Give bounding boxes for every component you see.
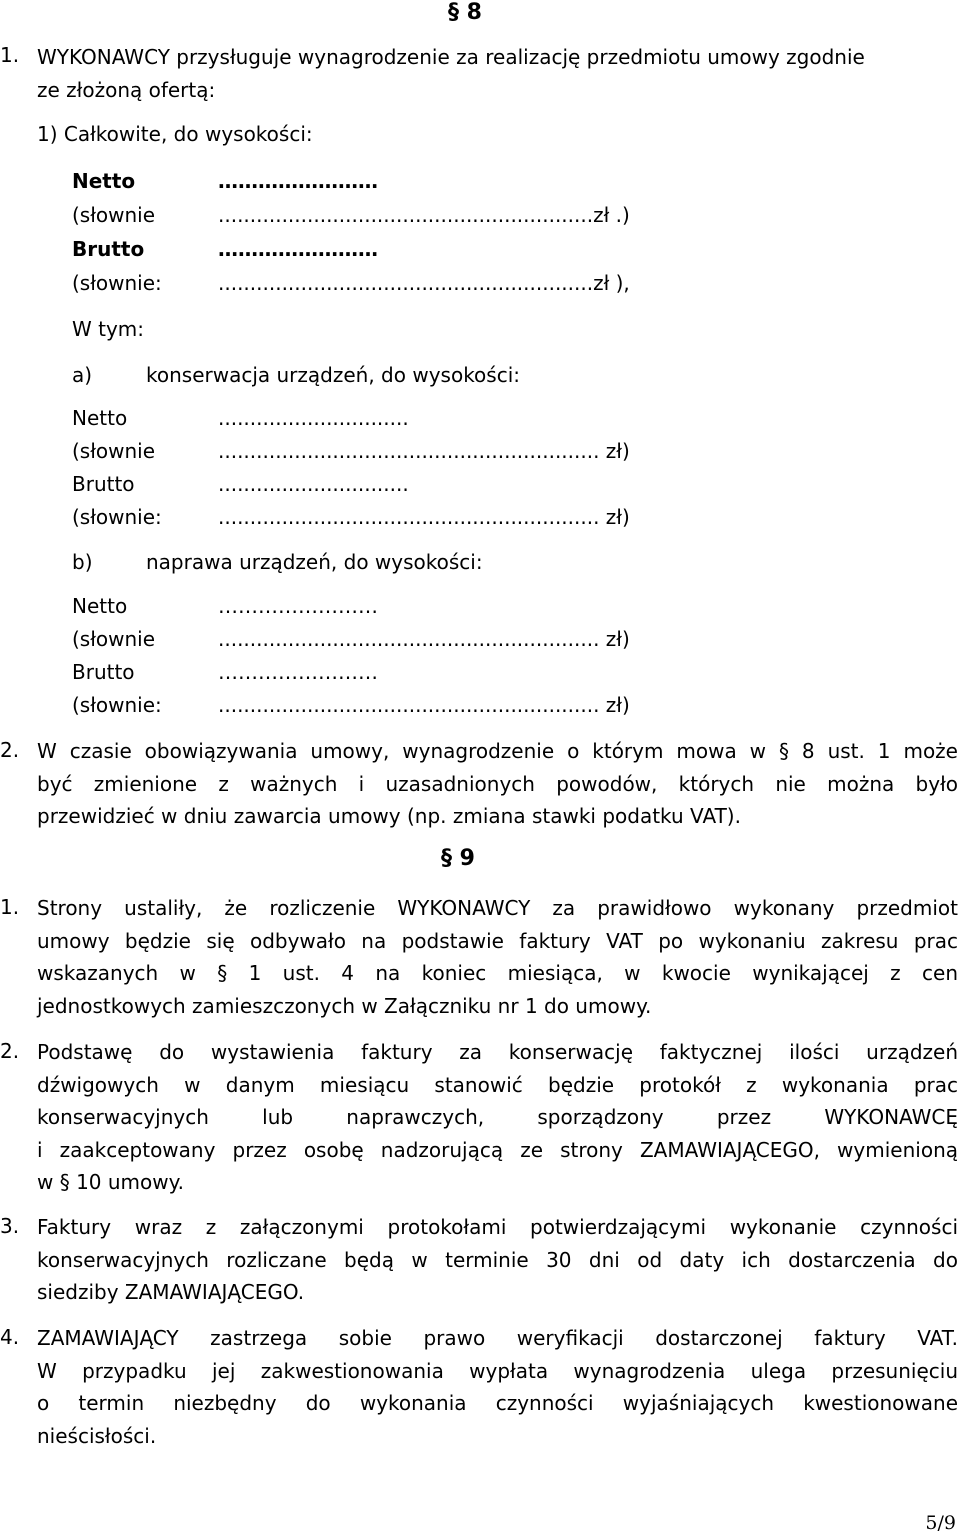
b-slownie2-value: ............................................................ zł): [218, 693, 630, 717]
b-brutto-label: Brutto: [72, 660, 135, 684]
section-9-point-2-text: [37, 1036, 958, 1199]
section-9-point-4-number: 4.: [0, 1325, 20, 1349]
text-line: siedziby ZAMAWIAJĄCEGO.: [37, 1280, 305, 1304]
b-slownie-value: ............................................................ zł): [218, 627, 630, 651]
a-slownie-value: ............................................................ zł): [218, 439, 630, 463]
total-netto-value: ……………………: [218, 169, 378, 193]
section-9-point-1-text: [37, 892, 958, 1022]
b-slownie2-label: (słownie:: [72, 693, 162, 717]
item-1-label: 1) Całkowite, do wysokości:: [37, 122, 313, 146]
text-line: wskazanych w § 1 ust. 4 na koniec miesiąca, w kwocie wynikającej z cen: [37, 961, 958, 985]
section-9-heading: § 9: [441, 846, 475, 871]
section-9-point-1-number: 1.: [0, 895, 20, 919]
text-line: i zaakceptowany przez osobę nadzorującą ze strony ZAMAWIAJĄCEGO, wymienioną: [37, 1137, 958, 1162]
text-line: o termin niezbędny do wykonania czynności wyjaśniających kwestionowane: [37, 1391, 958, 1415]
b-netto-label: Netto: [72, 594, 128, 618]
section-9-point-3-text: [37, 1211, 958, 1309]
section-8-point-2-number: 2.: [0, 738, 20, 762]
a-brutto-value: ..............................: [218, 472, 409, 496]
text-line: w § 10 umowy.: [37, 1170, 184, 1194]
text-line: Podstawę do wystawienia faktury za konserwację faktycznej ilości urządzeń: [37, 1040, 958, 1064]
b-slownie-label: (słownie: [72, 627, 156, 651]
text-line: Strony ustaliły, że rozliczenie WYKONAWCY za prawidłowo wykonany przedmiot: [37, 896, 958, 920]
a-slownie2-value: ............................................................ zł): [218, 505, 630, 529]
section-8-point-1-text: [37, 41, 958, 106]
section-8-point-1-number: 1.: [0, 43, 20, 67]
b-brutto-value: ……………………: [218, 660, 378, 684]
text-line: nieścisłości.: [37, 1423, 157, 1448]
text-line: Faktury wraz z załączonymi protokołami potwierdzającymi wykonanie czynności: [37, 1215, 958, 1239]
total-slownie-label: (słownie: [72, 203, 156, 227]
a-netto-label: Netto: [72, 406, 128, 430]
total-brutto-label: Brutto: [72, 237, 145, 261]
section-8-heading: § 8: [448, 0, 482, 25]
page-number: 5/9: [925, 1512, 956, 1534]
text-line: WYKONAWCY przysługuje wynagrodzenie za realizację przedmiotu umowy zgodnie: [37, 45, 865, 69]
total-slownie2-label: (słownie:: [72, 271, 162, 295]
item-b-marker: b): [72, 550, 93, 574]
text-line: W przypadku jej zakwestionowania wypłata wynagrodzenia ulega przesunięciu: [37, 1358, 958, 1383]
total-netto-label: Netto: [72, 169, 136, 193]
text-line: ze złożoną ofertą:: [37, 77, 216, 102]
a-slownie2-label: (słownie:: [72, 505, 162, 529]
a-netto-value: ..............................: [218, 406, 409, 430]
section-8-point-2-text: [37, 735, 958, 833]
section-9-point-2-number: 2.: [0, 1039, 20, 1063]
b-netto-value: ……………………: [218, 594, 378, 618]
text-line: przewidzieć w dniu zawarcia umowy (np. zmiana stawki podatku VAT).: [37, 804, 741, 828]
text-line: konserwacyjnych rozliczane będą w terminie 30 dni od daty ich dostarczenia do: [37, 1247, 958, 1272]
text-line: ZAMAWIAJĄCY zastrzega sobie prawo weryfikacji dostarczonej faktury VAT.: [37, 1326, 958, 1350]
a-slownie-label: (słownie: [72, 439, 156, 463]
total-slownie2-value: ...........................................................zł ),: [218, 271, 630, 295]
text-line: W czasie obowiązywania umowy, wynagrodzenie o którym mowa w § 8 ust. 1 może: [37, 739, 958, 763]
w-tym-label: W tym:: [72, 317, 145, 341]
text-line: być zmienione z ważnych i uzasadnionych powodów, których nie można było: [37, 771, 958, 796]
total-slownie-value: ...........................................................zł .): [218, 203, 630, 227]
section-9-point-4-text: [37, 1322, 958, 1452]
item-a-marker: a): [72, 363, 93, 387]
text-line: dźwigowych w danym miesiącu stanowić będzie protokół z wykonania prac: [37, 1072, 958, 1097]
item-b-title: naprawa urządzeń, do wysokości:: [146, 550, 483, 574]
a-brutto-label: Brutto: [72, 472, 135, 496]
text-line: konserwacyjnych lub naprawczych, sporządzony przez WYKONAWCĘ: [37, 1105, 958, 1129]
section-9-point-3-number: 3.: [0, 1214, 20, 1238]
text-line: umowy będzie się odbywało na podstawie faktury VAT po wykonaniu zakresu prac: [37, 928, 958, 953]
total-brutto-value: ……………………: [218, 237, 378, 261]
text-line: jednostkowych zamieszczonych w Załączniku nr 1 do umowy.: [37, 993, 652, 1018]
item-a-title: konserwacja urządzeń, do wysokości:: [146, 363, 521, 387]
